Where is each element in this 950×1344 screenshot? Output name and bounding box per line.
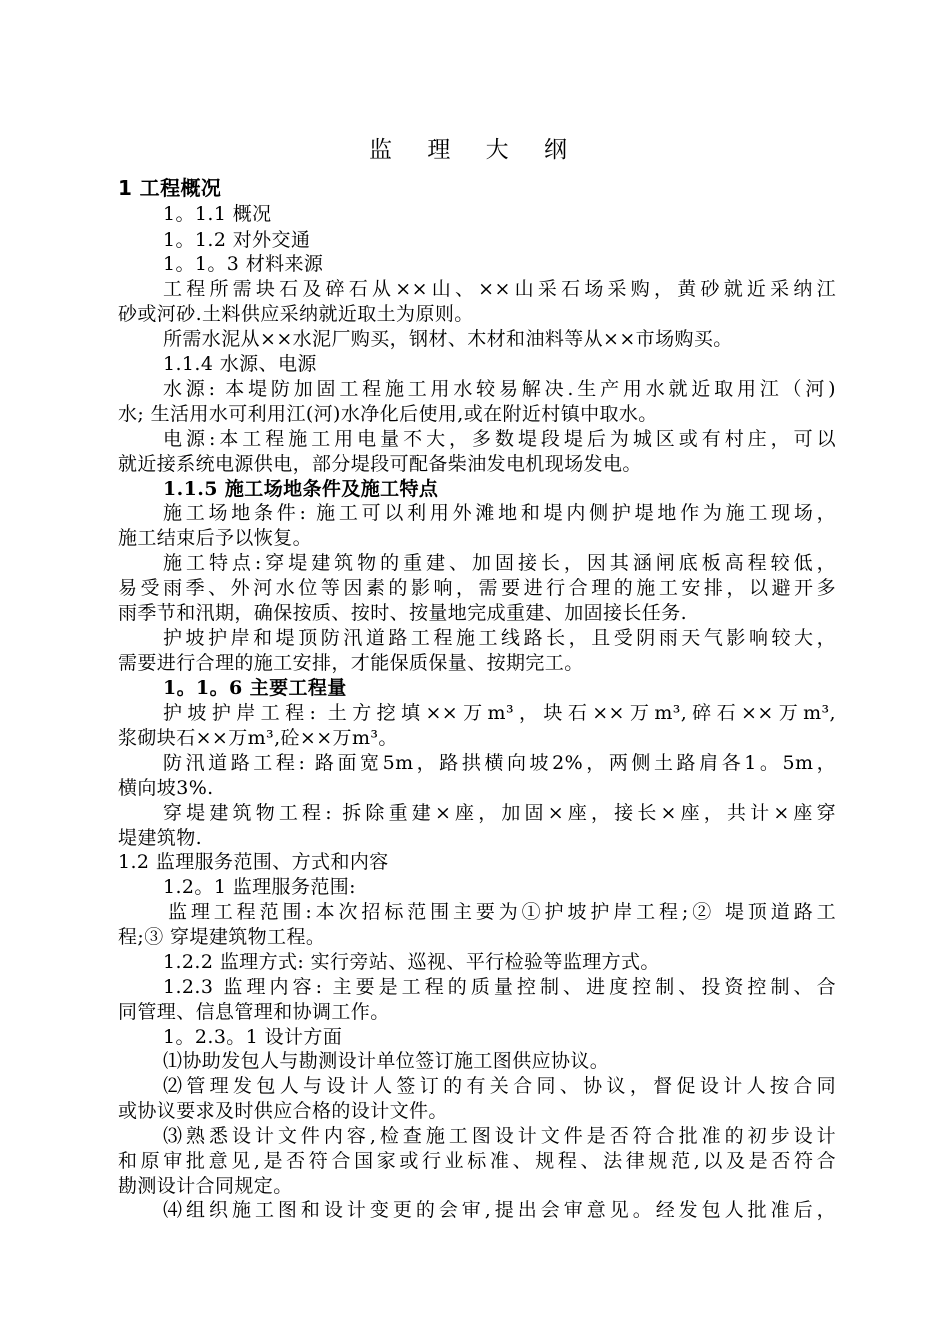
subsection-heading-1-1-6: 1。1。6 主要工程量	[163, 677, 347, 699]
subsection-heading-1-2-3: 1.2.3 监理内容: 主要是工程的质量控制、进度控制、投资控制、合	[163, 976, 836, 998]
subsection-heading-1-1-5: 1.1.5 施工场地条件及施工特点	[163, 478, 439, 500]
paragraph-line: 易受雨季、外河水位等因素的影响，需要进行合理的施工安排，以避开多	[118, 577, 836, 599]
paragraph-line: 护坡护岸工程: 土方挖填××万m³，块石××万m³,碎石××万m³,	[163, 702, 836, 724]
paragraph-line: 防汛道路工程: 路面宽5m，路拱横向坡2%，两侧土路肩各1。5m，	[163, 752, 836, 774]
paragraph-line: 或协议要求及时供应合格的设计文件。	[118, 1100, 448, 1122]
paragraph-line: 程;③ 穿堤建筑物工程。	[118, 926, 326, 948]
subsection-heading-1-2-3-1: 1。2.3。1 设计方面	[163, 1026, 343, 1048]
section-heading-1: 1 工程概况	[118, 176, 222, 200]
subsection-heading-1-2-1: 1.2。1 监理服务范围:	[163, 876, 356, 898]
paragraph-line: 需要进行合理的施工安排，才能保质保量、按期完工。	[118, 652, 584, 674]
paragraph-line: 监理工程范围:本次招标范围主要为①护坡护岸工程;② 堤顶道路工	[168, 901, 836, 923]
subsection-heading-1-1-4: 1.1.4 水源、电源	[163, 353, 317, 375]
paragraph-line: 施工特点:穿堤建筑物的重建、加固接长，因其涵闸底板高程较低，	[163, 552, 836, 574]
paragraph-line: 横向坡3%.	[118, 777, 214, 799]
document-title: 监 理 大 纲	[369, 137, 581, 163]
paragraph-line: 勘测设计合同规定。	[118, 1175, 293, 1197]
section-heading-1-2: 1.2 监理服务范围、方式和内容	[118, 851, 389, 873]
paragraph-line: 砂或河砂.土料供应采纳就近取土为原则。	[118, 303, 474, 325]
paragraph-line: 堤建筑物.	[118, 827, 203, 849]
paragraph-line: 穿堤建筑物工程: 拆除重建×座，加固×座，接长×座，共计×座穿	[163, 802, 836, 824]
list-item: ⑵管理发包人与设计人签订的有关合同、协议，督促设计人按合同	[163, 1075, 836, 1097]
list-item: ⑴协助发包人与勘测设计单位签订施工图供应协议。	[163, 1050, 610, 1072]
paragraph-line: 水; 生活用水可利用江(河)水净化后使用,或在附近村镇中取水。	[118, 403, 658, 425]
paragraph-line: 护坡护岸和堤顶防汛道路工程施工线路长，且受阴雨天气影响较大，	[163, 627, 836, 649]
paragraph-line: 所需水泥从××水泥厂购买，钢材、木材和油料等从××市场购买。	[163, 328, 733, 350]
paragraph-line: 施工结束后予以恢复。	[118, 527, 313, 549]
paragraph-line: 浆砌块石××万m³,砼××万m³。	[118, 727, 398, 749]
paragraph-line: 工程所需块石及碎石从××山、××山采石场采购，黄砂就近采纳江	[163, 278, 836, 300]
paragraph-line: 施工场地条件: 施工可以利用外滩地和堤内侧护堤地作为施工现场，	[163, 502, 836, 524]
paragraph-line: 电源:本工程施工用电量不大，多数堤段堤后为城区或有村庄，可以	[163, 428, 836, 450]
list-item: ⑷组织施工图和设计变更的会审,提出会审意见。经发包人批准后，	[163, 1199, 836, 1221]
paragraph-line: 雨季节和汛期，确保按质、按时、按量地完成重建、加固接长任务.	[118, 602, 688, 624]
subsection-heading-1-1-3: 1。1。3 材料来源	[163, 253, 324, 275]
subsection-heading-1-1-1: 1。1.1 概况	[163, 203, 272, 225]
subsection-heading-1-2-2: 1.2.2 监理方式: 实行旁站、巡视、平行检验等监理方式。	[163, 951, 660, 973]
paragraph-line: 水源: 本堤防加固工程施工用水较易解决.生产用水就近取用江（河)	[163, 378, 836, 400]
paragraph-line: 就近接系统电源供电，部分堤段可配备柴油发电机现场发电。	[118, 453, 642, 475]
subsection-heading-1-1-2: 1。1.2 对外交通	[163, 229, 311, 251]
paragraph-line: 和原审批意见,是否符合国家或行业标准、规程、法律规范,以及是否符合	[118, 1150, 836, 1172]
paragraph-line: 同管理、信息管理和协调工作。	[118, 1001, 390, 1023]
list-item: ⑶熟悉设计文件内容,检查施工图设计文件是否符合批准的初步设计	[163, 1125, 836, 1147]
